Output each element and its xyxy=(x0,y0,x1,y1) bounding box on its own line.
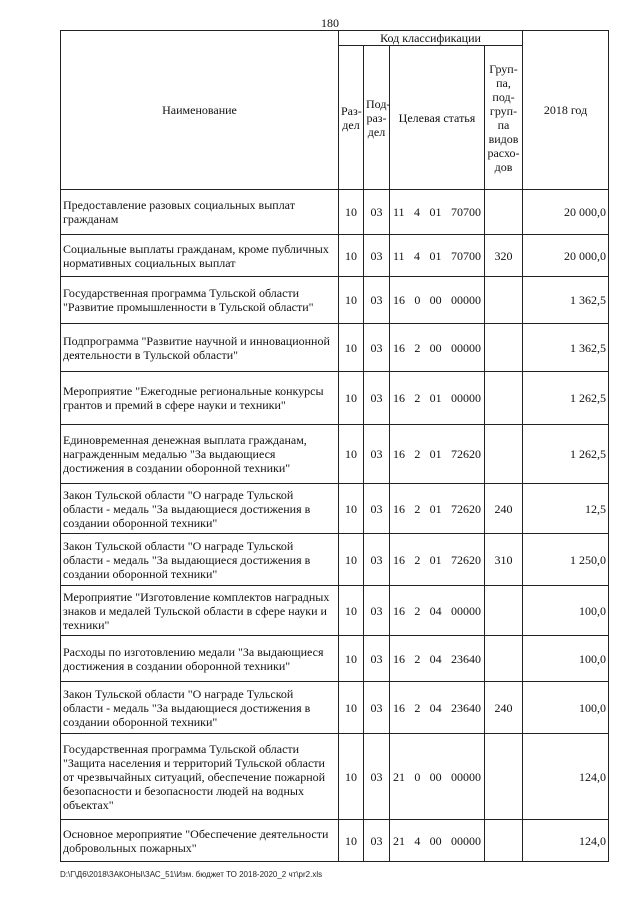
target-code-part: 23640 xyxy=(450,651,481,666)
target-code-part: 0 xyxy=(414,293,421,307)
target-code-part: 16 xyxy=(393,391,405,405)
target-code-part: 16 xyxy=(393,340,405,355)
row-target-code xyxy=(392,604,482,618)
row-group xyxy=(485,636,523,682)
row-name: Государственная программа Тульской области "Защита населения и территорий Тульской области от чрезвычайных ситуаций, обеспечение пожарной безопасности и безопасности людей на водных объектах" xyxy=(61,734,339,820)
row-target-code xyxy=(392,770,482,784)
row-name: Подпрограмма "Развитие научной и инновационной деятельности в Тульской области" xyxy=(61,324,339,372)
table-row xyxy=(61,586,609,636)
row-group: 320 xyxy=(485,235,523,277)
row-target-code xyxy=(392,553,482,567)
target-code-part: 2 xyxy=(414,603,421,618)
row-name: Закон Тульской области "О награде Тульской области - медаль "За выдающиеся достижения в создании оборонной техники" xyxy=(61,534,339,586)
row-name: Единовременная денежная выплата гражданам, награжденным медалью "За выдающиеся достижения в создании оборонной техники" xyxy=(61,425,339,484)
row-amount: 100,0 xyxy=(523,586,609,636)
row-group xyxy=(485,324,523,372)
target-code-part: 04 xyxy=(429,700,442,715)
target-code-part: 00 xyxy=(429,340,442,355)
row-group: 240 xyxy=(485,484,523,534)
row-target-code xyxy=(392,447,482,461)
row-podrazdel: 03 xyxy=(364,190,390,235)
row-group xyxy=(485,734,523,820)
target-code-part: 70700 xyxy=(450,205,481,219)
target-code-part: 00 xyxy=(429,833,442,848)
target-code-part: 01 xyxy=(429,447,442,461)
row-amount: 124,0 xyxy=(523,820,609,862)
row-group xyxy=(485,425,523,484)
page-number: 180 xyxy=(321,16,339,30)
row-name: Закон Тульской области "О награде Тульской области - медаль "За выдающиеся достижения в создании оборонной техники" xyxy=(61,484,339,534)
header-group: Груп- па, под- груп- па видов расхо- дов xyxy=(485,46,523,190)
target-code-part: 00000 xyxy=(450,769,481,784)
target-code-part: 01 xyxy=(429,391,442,405)
target-code-part: 21 xyxy=(393,833,405,848)
row-target xyxy=(390,277,485,324)
row-target xyxy=(390,734,485,820)
row-razdel: 10 xyxy=(339,636,364,682)
target-code-part: 4 xyxy=(414,248,421,263)
row-podrazdel: 03 xyxy=(364,636,390,682)
target-code-part: 4 xyxy=(414,833,421,848)
table-row xyxy=(61,372,609,425)
target-code-part: 16 xyxy=(393,603,405,618)
target-code-part: 2 xyxy=(414,340,421,355)
target-code-part: 70700 xyxy=(450,248,481,263)
row-razdel: 10 xyxy=(339,235,364,277)
target-code-part: 16 xyxy=(393,501,405,516)
target-code-part: 11 xyxy=(393,205,405,219)
target-code-part: 21 xyxy=(393,769,405,784)
row-target xyxy=(390,534,485,586)
row-name: Расходы по изготовлению медали "За выдающиеся достижения в создании оборонной техники" xyxy=(61,636,339,682)
row-target-code xyxy=(392,341,482,355)
row-podrazdel: 03 xyxy=(364,682,390,734)
row-target xyxy=(390,324,485,372)
row-name: Основное мероприятие "Обеспечение деятельности добровольных пожарных" xyxy=(61,820,339,862)
row-target-code xyxy=(392,249,482,263)
target-code-part: 16 xyxy=(393,293,405,307)
row-podrazdel: 03 xyxy=(364,734,390,820)
target-code-part: 04 xyxy=(429,603,442,618)
target-code-part: 01 xyxy=(429,205,442,219)
row-target-code xyxy=(392,293,482,307)
target-code-part: 00000 xyxy=(450,293,481,307)
row-podrazdel: 03 xyxy=(364,372,390,425)
row-amount: 12,5 xyxy=(523,484,609,534)
header-year: 2018 год xyxy=(523,31,609,190)
row-amount: 100,0 xyxy=(523,682,609,734)
header-podrazdel: Под- раз- дел xyxy=(364,46,390,190)
row-target xyxy=(390,372,485,425)
row-target xyxy=(390,586,485,636)
table-row xyxy=(61,235,609,277)
row-razdel: 10 xyxy=(339,190,364,235)
file-path-footer: D:\Г\Д6\2018\ЗАКОНЫ\ЗАС_51\Изм. бюджет ТО 2018-2020_2 чт\pr2.xls xyxy=(60,870,323,879)
header-name: Наименование xyxy=(61,31,339,190)
target-code-part: 01 xyxy=(429,501,442,516)
target-code-part: 72620 xyxy=(450,552,481,567)
row-target xyxy=(390,484,485,534)
target-code-part: 16 xyxy=(393,447,405,461)
row-amount: 100,0 xyxy=(523,636,609,682)
row-target xyxy=(390,235,485,277)
table-row xyxy=(61,636,609,682)
row-razdel: 10 xyxy=(339,372,364,425)
row-amount: 1 362,5 xyxy=(523,277,609,324)
header-razdel: Раз- дел xyxy=(339,46,364,190)
target-code-part: 16 xyxy=(393,552,405,567)
target-code-part: 2 xyxy=(414,447,421,461)
target-code-part: 04 xyxy=(429,651,442,666)
table-row xyxy=(61,734,609,820)
row-target-code xyxy=(392,502,482,516)
table-row xyxy=(61,190,609,235)
row-amount: 1 262,5 xyxy=(523,372,609,425)
target-code-part: 00000 xyxy=(450,603,481,618)
row-razdel: 10 xyxy=(339,324,364,372)
row-group: 310 xyxy=(485,534,523,586)
row-amount: 1 262,5 xyxy=(523,425,609,484)
row-razdel: 10 xyxy=(339,277,364,324)
target-code-part: 01 xyxy=(429,248,442,263)
target-code-part: 16 xyxy=(393,700,405,715)
row-razdel: 10 xyxy=(339,484,364,534)
target-code-part: 16 xyxy=(393,651,405,666)
table-row xyxy=(61,534,609,586)
row-razdel: 10 xyxy=(339,586,364,636)
row-podrazdel: 03 xyxy=(364,235,390,277)
row-target-code xyxy=(392,205,482,219)
row-target-code xyxy=(392,391,482,405)
target-code-part: 23640 xyxy=(450,700,481,715)
row-target xyxy=(390,636,485,682)
target-code-part: 2 xyxy=(414,700,421,715)
row-group xyxy=(485,372,523,425)
row-podrazdel: 03 xyxy=(364,324,390,372)
table-row xyxy=(61,277,609,324)
row-group: 240 xyxy=(485,682,523,734)
table-row xyxy=(61,682,609,734)
target-code-part: 00000 xyxy=(450,833,481,848)
table-row xyxy=(61,324,609,372)
row-razdel: 10 xyxy=(339,682,364,734)
row-razdel: 10 xyxy=(339,534,364,586)
target-code-part: 00 xyxy=(429,293,442,307)
target-code-part: 72620 xyxy=(450,501,481,516)
row-name: Мероприятие "Изготовление комплектов наградных знаков и медалей Тульской области в сфере науки и техники" xyxy=(61,586,339,636)
table-row xyxy=(61,484,609,534)
row-amount: 124,0 xyxy=(523,734,609,820)
target-code-part: 01 xyxy=(429,552,442,567)
row-podrazdel: 03 xyxy=(364,425,390,484)
row-podrazdel: 03 xyxy=(364,484,390,534)
budget-table xyxy=(60,30,609,862)
target-code-part: 00 xyxy=(429,769,442,784)
row-podrazdel: 03 xyxy=(364,586,390,636)
table-row xyxy=(61,820,609,862)
target-code-part: 11 xyxy=(393,248,405,263)
row-target-code xyxy=(392,834,482,848)
target-code-part: 2 xyxy=(414,552,421,567)
row-name: Социальные выплаты гражданам, кроме публичных нормативных социальных выплат xyxy=(61,235,339,277)
target-code-part: 0 xyxy=(414,769,421,784)
row-group xyxy=(485,820,523,862)
row-name: Предоставление разовых социальных выплат гражданам xyxy=(61,190,339,235)
row-target xyxy=(390,425,485,484)
row-amount: 20 000,0 xyxy=(523,235,609,277)
target-code-part: 00000 xyxy=(450,340,481,355)
row-podrazdel: 03 xyxy=(364,277,390,324)
header-row-1 xyxy=(61,31,609,46)
row-podrazdel: 03 xyxy=(364,820,390,862)
row-group xyxy=(485,190,523,235)
target-code-part: 2 xyxy=(414,391,421,405)
row-amount: 1 362,5 xyxy=(523,324,609,372)
row-name: Государственная программа Тульской области "Развитие промышленности в Тульской области" xyxy=(61,277,339,324)
target-code-part: 2 xyxy=(414,501,421,516)
row-target xyxy=(390,682,485,734)
target-code-part: 4 xyxy=(414,205,421,219)
row-razdel: 10 xyxy=(339,734,364,820)
row-target-code xyxy=(392,701,482,715)
row-target xyxy=(390,190,485,235)
header-target: Целевая статья xyxy=(390,46,485,190)
table-row xyxy=(61,425,609,484)
row-name: Закон Тульской области "О награде Тульской области - медаль "За выдающиеся достижения в создании оборонной техники" xyxy=(61,682,339,734)
row-razdel: 10 xyxy=(339,820,364,862)
target-code-part: 2 xyxy=(414,651,421,666)
row-target xyxy=(390,820,485,862)
target-code-part: 72620 xyxy=(450,447,481,461)
row-group xyxy=(485,586,523,636)
row-amount: 20 000,0 xyxy=(523,190,609,235)
row-amount: 1 250,0 xyxy=(523,534,609,586)
row-podrazdel: 03 xyxy=(364,534,390,586)
target-code-part: 00000 xyxy=(450,391,481,405)
header-code-group: Код классификации xyxy=(339,31,523,46)
row-group xyxy=(485,277,523,324)
row-razdel: 10 xyxy=(339,425,364,484)
row-name: Мероприятие "Ежегодные региональные конкурсы грантов и премий в сфере науки и техники" xyxy=(61,372,339,425)
row-target-code xyxy=(392,652,482,666)
